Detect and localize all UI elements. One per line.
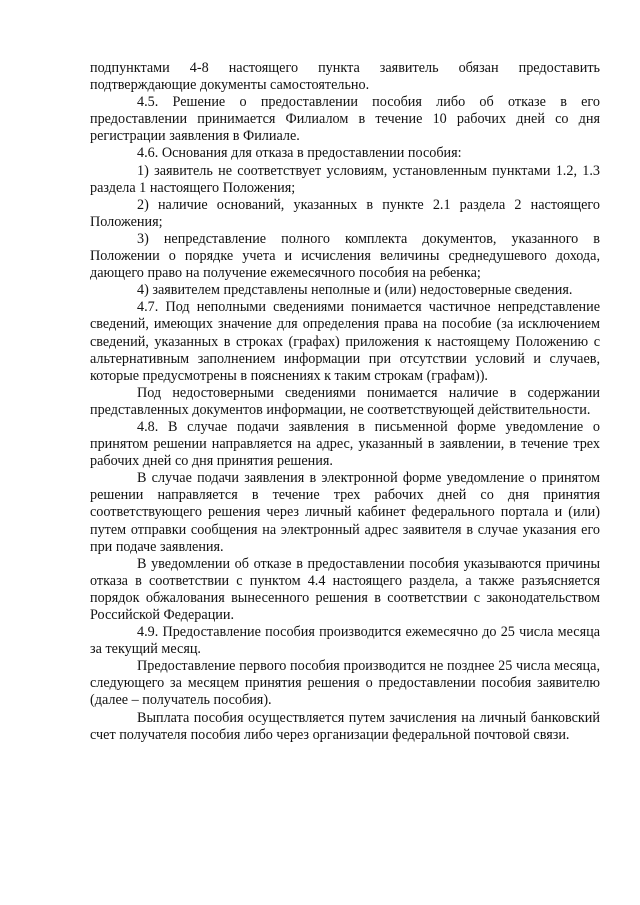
document-body bbox=[90, 60, 600, 744]
paragraph-4-7: 4.7. Под неполными сведениями понимается частичное непредставление сведений, имеющих значение для определения права на пособие (за исключением сведений, указанных в строках (графах) приложения к настоящему Положению с альтернативным заполнением информации при отсутствии условий и случаев, которые предусмотрены в пояснениях к таким строкам (графам)). bbox=[90, 299, 600, 384]
list-item-4: 4) заявителем представлены неполные и (или) недостоверные сведения. bbox=[137, 282, 573, 299]
list-item-2: 2) наличие оснований, указанных в пункте 2.1 раздела 2 настоящего Положения; bbox=[90, 196, 600, 230]
paragraph-first-payment: Предоставление первого пособия производится не позднее 25 числа месяца, следующего за месяцем принятия решения о предоставлении пособия заявителю (далее – получатель пособия). bbox=[90, 658, 600, 709]
paragraph-payment-method: Выплата пособия осуществляется путем зачисления на личный банковский счет получателя пособия либо через организации федеральной почтовой связи. bbox=[90, 709, 600, 743]
list-item-1: 1) заявитель не соответствует условиям, установленным пунктами 1.2, 1.3 раздела 1 настоящего Положения; bbox=[90, 162, 600, 196]
paragraph-electronic-notice: В случае подачи заявления в электронной форме уведомление о принятом решении направляется в течение трех рабочих дней со дня принятия соответствующего решения через личный кабинет федерального портала и (или) путем отправки сообщения на электронный адрес заявителя в случае указания его при подаче заявления. bbox=[90, 470, 600, 555]
list-item-3: 3) непредставление полного комплекта документов, указанного в Положении о порядке учета и исчисления величины среднедушевого дохода, дающего право на получение ежемесячного пособия на ребенка; bbox=[90, 230, 600, 282]
paragraph-intro-continuation: подпунктами 4-8 настоящего пункта заявитель обязан предоставить подтверждающие документы самостоятельно. bbox=[90, 60, 600, 94]
paragraph-4-6: 4.6. Основания для отказа в предоставлении пособия: bbox=[137, 145, 462, 162]
paragraph-4-5: 4.5. Решение о предоставлении пособия либо об отказе в его предоставлении принимается Филиалом в течение 10 рабочих дней со дня регистрации заявления в Филиале. bbox=[90, 94, 600, 145]
paragraph-unreliable-info: Под недостоверными сведениями понимается наличие в содержании представленных документов информации, не соответствующей действительности. bbox=[90, 384, 600, 418]
paragraph-refusal-notice: В уведомлении об отказе в предоставлении пособия указываются причины отказа в соответствии с пунктом 4.4 настоящего раздела, а также разъясняется порядок обжалования вынесенного решения в соответствии с законодательством Российской Федерации. bbox=[90, 555, 600, 623]
paragraph-4-9: 4.9. Предоставление пособия производится ежемесячно до 25 числа месяца за текущий месяц. bbox=[90, 624, 600, 658]
paragraph-4-8: 4.8. В случае подачи заявления в письменной форме уведомление о принятом решении направляется на адрес, указанный в заявлении, в течение трех рабочих дней со дня принятия решения. bbox=[90, 418, 600, 470]
